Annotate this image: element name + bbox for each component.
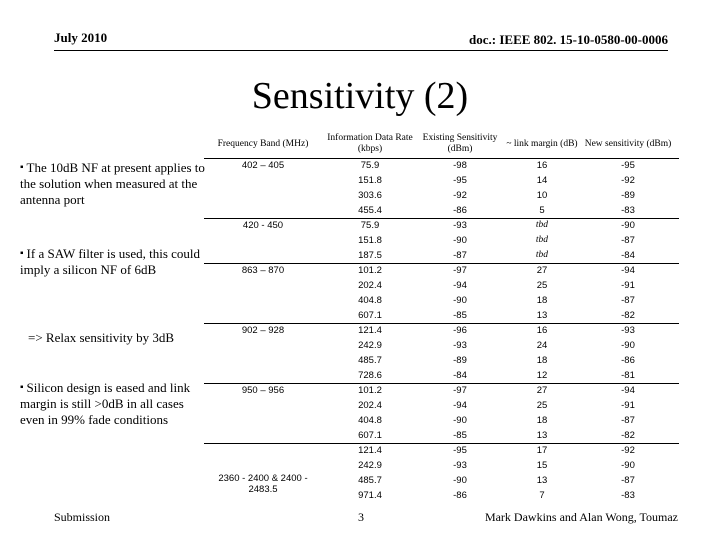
table-cell: -94 xyxy=(453,280,467,291)
table-cell: -92 xyxy=(621,175,635,186)
table-cell: -86 xyxy=(621,355,635,366)
table-cell: -90 xyxy=(453,235,467,246)
table-cell: -86 xyxy=(453,205,467,216)
table-cell: 25 xyxy=(536,400,548,411)
table-cell: -91 xyxy=(621,400,635,411)
table-cell: 7 xyxy=(539,490,545,501)
table-cell: 101.2 xyxy=(358,385,382,396)
table-row xyxy=(204,173,679,188)
frequency-band: 402 – 405 xyxy=(241,160,285,171)
table-cell: 10 xyxy=(536,190,548,201)
table-cell: -92 xyxy=(453,190,467,201)
table-row xyxy=(204,488,679,503)
footer-authors: Mark Dawkins and Alan Wong, Toumaz xyxy=(484,510,678,524)
frequency-band: 420 - 450 xyxy=(242,220,284,231)
table-row xyxy=(204,473,679,488)
table-cell: -90 xyxy=(453,295,467,306)
table-cell: -94 xyxy=(621,265,635,276)
column-header: Information Data Rate (kbps) xyxy=(327,133,413,154)
table-cell: 14 xyxy=(536,175,548,186)
table-cell: 27 xyxy=(536,265,548,276)
table-row xyxy=(204,308,679,323)
table-cell: -90 xyxy=(453,415,467,426)
table-row xyxy=(204,158,679,173)
table-row xyxy=(204,413,679,428)
frequency-band: 2360 - 2400 & 2400 - 2483.5 xyxy=(218,473,308,495)
table-cell: tbd xyxy=(535,250,549,260)
table-cell: 728.6 xyxy=(358,370,382,381)
table-row xyxy=(204,233,679,248)
bullet-item xyxy=(20,330,213,346)
table-row xyxy=(204,263,679,278)
slide-title: Sensitivity (2) xyxy=(251,75,469,117)
table-cell: -84 xyxy=(621,250,635,261)
table-row xyxy=(204,398,679,413)
bullet-text: The 10dB NF at present applies to the solution when measured at the antenna port xyxy=(20,160,205,207)
table-cell: 607.1 xyxy=(358,430,382,441)
table-row xyxy=(204,443,679,458)
table-cell: 187.5 xyxy=(358,250,382,261)
table-row xyxy=(204,383,679,398)
table-cell: -93 xyxy=(453,460,467,471)
bullet-marker-icon: ▪ xyxy=(20,382,24,393)
bullet-marker-icon: ▪ xyxy=(20,162,24,173)
column-header: Frequency Band (MHz) xyxy=(217,138,309,149)
frequency-band: 950 – 956 xyxy=(241,385,285,396)
table-cell: 18 xyxy=(536,295,548,306)
footer-left: Submission xyxy=(54,510,111,524)
table-cell: 455.4 xyxy=(358,205,382,216)
table-cell: -95 xyxy=(453,175,467,186)
table-cell: -90 xyxy=(621,460,635,471)
table-cell: 16 xyxy=(536,325,548,336)
table-cell: 27 xyxy=(536,385,548,396)
header-rule xyxy=(54,50,668,51)
table-row xyxy=(204,428,679,443)
table-cell: 101.2 xyxy=(358,265,382,276)
table-cell: 5 xyxy=(539,205,545,216)
table-cell: -86 xyxy=(453,490,467,501)
table-row xyxy=(204,218,679,233)
table-cell: -93 xyxy=(453,340,467,351)
table-cell: -97 xyxy=(453,385,467,396)
table-cell: -85 xyxy=(453,430,467,441)
table-cell: 485.7 xyxy=(358,475,382,486)
table-cell: -90 xyxy=(621,220,635,231)
table-cell: -93 xyxy=(453,220,467,231)
table-cell: 13 xyxy=(536,475,548,486)
table-cell: 121.4 xyxy=(358,445,382,456)
column-header: New sensitivity (dBm) xyxy=(584,138,672,149)
table-cell: -90 xyxy=(453,475,467,486)
table-cell: -95 xyxy=(453,445,467,456)
table-cell: tbd xyxy=(535,235,549,245)
bullet-item xyxy=(20,246,205,278)
table-cell: -93 xyxy=(621,325,635,336)
table-row xyxy=(204,293,679,308)
table-cell: 15 xyxy=(536,460,548,471)
table-cell: 13 xyxy=(536,310,548,321)
table-cell: 485.7 xyxy=(358,355,382,366)
table-cell: -87 xyxy=(621,295,635,306)
table-cell: 202.4 xyxy=(358,400,382,411)
table-cell: -92 xyxy=(621,445,635,456)
table-cell: -94 xyxy=(621,385,635,396)
table-cell: 13 xyxy=(536,430,548,441)
column-header: ~ link margin (dB) xyxy=(506,138,578,149)
bullet-item xyxy=(20,380,205,428)
table-cell: tbd xyxy=(535,220,549,230)
table-cell: -87 xyxy=(453,250,467,261)
table-cell: 242.9 xyxy=(358,340,382,351)
footer-page-number: 3 xyxy=(358,510,364,524)
table-cell: 303.6 xyxy=(358,190,382,201)
table-cell: -91 xyxy=(621,280,635,291)
table-row xyxy=(204,458,679,473)
table-row xyxy=(204,338,679,353)
bullet-text: If a SAW filter is used, this could imply a silicon NF of 6dB xyxy=(20,246,201,277)
column-header: Existing Sensitivity (dBm) xyxy=(422,133,498,154)
table-cell: -89 xyxy=(453,355,467,366)
bullet-text: Silicon design is eased and link margin is still >0dB in all cases even in 99% fade conditions xyxy=(20,380,191,427)
frequency-band: 902 – 928 xyxy=(241,325,285,336)
table-cell: -87 xyxy=(621,475,635,486)
table-cell: -82 xyxy=(621,310,635,321)
table-row xyxy=(204,188,679,203)
table-cell: -83 xyxy=(621,205,635,216)
table-cell: 12 xyxy=(536,370,548,381)
table-cell: -94 xyxy=(453,400,467,411)
table-cell: -85 xyxy=(453,310,467,321)
table-cell: 151.8 xyxy=(358,175,382,186)
table-cell: -82 xyxy=(621,430,635,441)
bullet-item xyxy=(20,160,205,208)
table-cell: 18 xyxy=(536,355,548,366)
frequency-band: 863 – 870 xyxy=(241,265,285,276)
header-date: July 2010 xyxy=(54,30,108,45)
table-cell: -89 xyxy=(621,190,635,201)
table-cell: 17 xyxy=(536,445,548,456)
table-cell: 121.4 xyxy=(358,325,382,336)
table-row xyxy=(204,278,679,293)
table-row xyxy=(204,248,679,263)
table-cell: 607.1 xyxy=(358,310,382,321)
table-cell: -95 xyxy=(621,160,635,171)
table-cell: 151.8 xyxy=(358,235,382,246)
table-cell: 16 xyxy=(536,160,548,171)
table-row xyxy=(204,368,679,383)
table-cell: -84 xyxy=(453,370,467,381)
table-cell: -83 xyxy=(621,490,635,501)
table-cell: 25 xyxy=(536,280,548,291)
table-cell: 75.9 xyxy=(360,220,380,231)
table-cell: -87 xyxy=(621,235,635,246)
table-cell: -81 xyxy=(621,370,635,381)
bullet-marker-icon: ▪ xyxy=(20,248,24,259)
table-cell: 75.9 xyxy=(360,160,380,171)
table-cell: 404.8 xyxy=(358,415,382,426)
table-cell: -96 xyxy=(453,325,467,336)
table-cell: -90 xyxy=(621,340,635,351)
table-cell: 242.9 xyxy=(358,460,382,471)
table-row xyxy=(204,323,679,338)
table-cell: 202.4 xyxy=(358,280,382,291)
table-row xyxy=(204,203,679,218)
table-cell: 404.8 xyxy=(358,295,382,306)
table-cell: -98 xyxy=(453,160,467,171)
table-row xyxy=(204,353,679,368)
table-cell: 18 xyxy=(536,415,548,426)
bullet-text: => Relax sensitivity by 3dB xyxy=(28,330,175,345)
header-doc-id: doc.: IEEE 802. 15-10-0580-00-0006 xyxy=(469,32,668,47)
table-cell: 971.4 xyxy=(358,490,382,501)
table-cell: -87 xyxy=(621,415,635,426)
table-cell: -97 xyxy=(453,265,467,276)
table-cell: 24 xyxy=(536,340,548,351)
